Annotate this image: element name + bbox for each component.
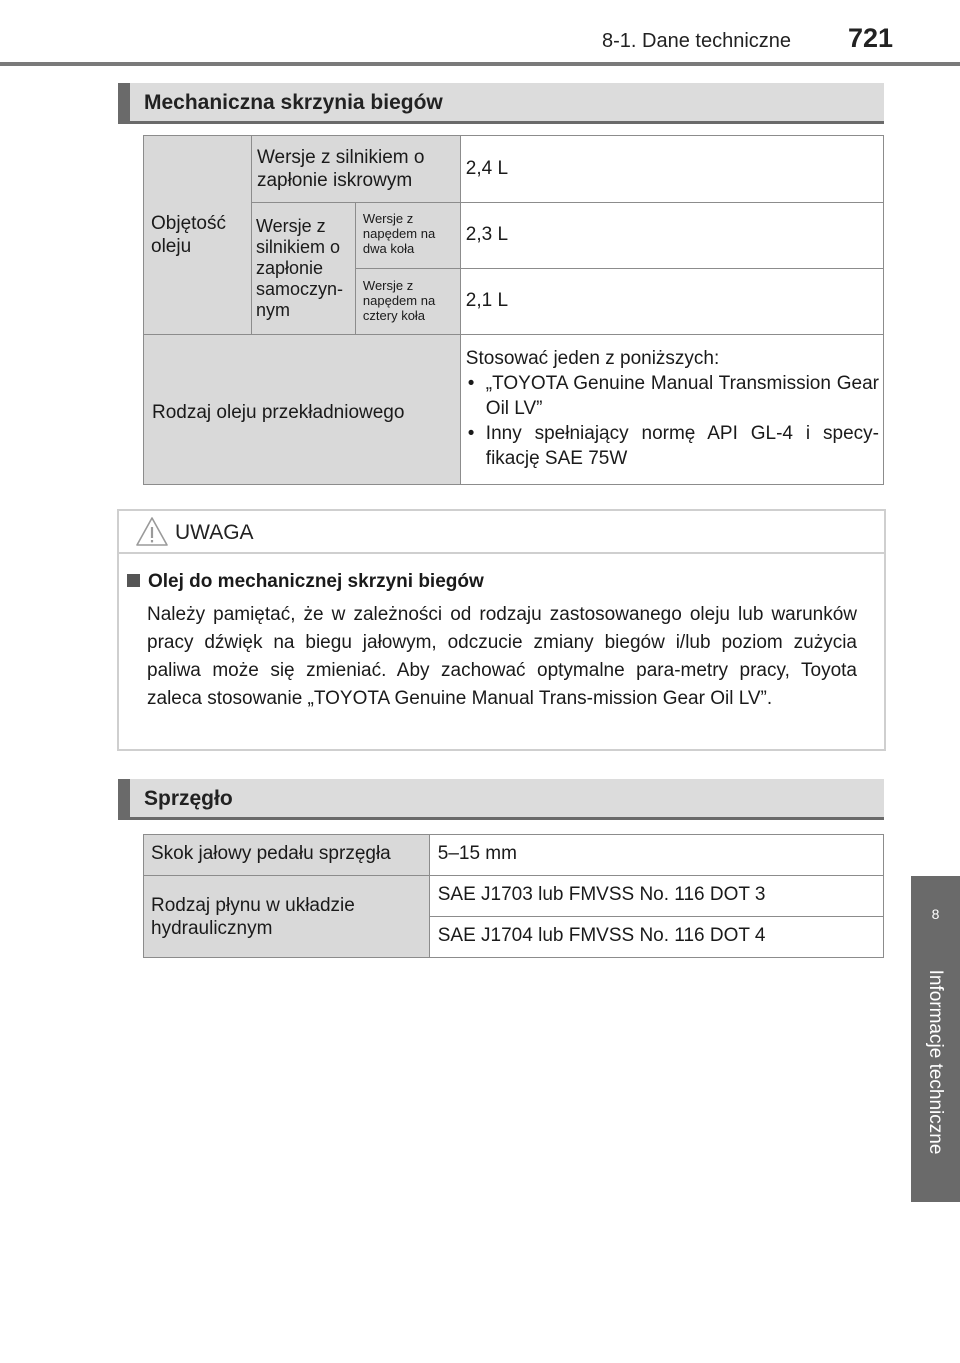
- two-wheel-value-cell: [460, 203, 883, 269]
- warning-subtitle: [127, 571, 484, 593]
- heading-bar: [118, 779, 130, 817]
- spark-ignition-label: Wersje z silnikiem o zapłonie iskrowym: [256, 147, 425, 191]
- chapter-number: 8: [931, 906, 940, 922]
- chapter-tab[interactable]: [911, 876, 960, 1202]
- fluid-type-value: SAE J1704 lub FMVSS No. 116 DOT 4: [437, 925, 766, 946]
- page-number: 721: [848, 23, 894, 53]
- oil-capacity-label: Objętość oleju: [151, 213, 226, 257]
- spark-ignition-value-cell: [460, 136, 883, 203]
- manual-transmission-table: [143, 135, 884, 485]
- oil-type-label-cell: [144, 335, 461, 485]
- free-play-label-cell: [144, 835, 430, 876]
- spark-ignition-label-cell: [251, 136, 460, 203]
- self-ignition-label-cell: [251, 203, 355, 335]
- oil-capacity-label-cell: [144, 136, 252, 335]
- oil-type-value-cell: [460, 335, 883, 485]
- chapter-title: Informacje techniczne: [925, 969, 946, 1155]
- oil-type-intro: Stosować jeden z poniższych:: [465, 348, 720, 369]
- free-play-value: 5–15 mm: [437, 843, 517, 864]
- warning-header: [119, 511, 884, 554]
- clutch-heading: [118, 779, 884, 817]
- fluid-type-label-cell: [144, 876, 430, 958]
- four-wheel-label: Wersje z napędem na cztery koła: [362, 278, 436, 323]
- free-play-label: Skok jałowy pedału sprzęgła: [151, 843, 391, 864]
- clutch-heading-text: Sprzęgło: [144, 787, 233, 810]
- fluid-type-value-cell: [429, 917, 883, 958]
- fluid-type-value: SAE J1703 lub FMVSS No. 116 DOT 3: [437, 884, 766, 905]
- heading-bar: [118, 83, 130, 121]
- fluid-type-label: Rodzaj płynu w układzie hydraulicznym: [151, 894, 355, 939]
- section-title: 8-1. Dane techniczne: [602, 30, 792, 52]
- table-row: [144, 335, 884, 485]
- warning-body: Należy pamiętać, że w zależności od rodzaju zastosowanego oleju lub warunków pracy dźwięk na biegu jałowym, odczucie zmiany biegów i/lub poziom zużycia paliwa może się zmieniać. Aby zachować optymalne para-metry pracy, Toyota zaleca stosowanie „TOYOTA Genuine Manual Trans-mission Gear Oil LV”.: [147, 604, 857, 709]
- self-ignition-label: Wersje z silnikiem o zapłonie samoczyn-nym: [255, 216, 343, 320]
- warning-subtitle-text: Olej do mechanicznej skrzyni biegów: [148, 571, 484, 592]
- heading-underline: [118, 121, 884, 124]
- spark-ignition-value: 2,4 L: [465, 157, 509, 179]
- manual-transmission-heading-text: Mechaniczna skrzynia biegów: [144, 91, 443, 114]
- four-wheel-label-cell: [355, 269, 460, 335]
- heading-underline: [118, 817, 884, 820]
- table-row: [144, 835, 884, 876]
- warning-triangle-icon: [135, 516, 169, 548]
- free-play-value-cell: [429, 835, 883, 876]
- manual-transmission-heading: [118, 83, 884, 121]
- list-item: • „TOYOTA Genuine Manual Transmission Gear Oil LV”: [466, 371, 879, 421]
- oil-type-label: Rodzaj oleju przekładniowego: [152, 402, 405, 423]
- fluid-type-value-cell: [429, 876, 883, 917]
- four-wheel-value-cell: [460, 269, 883, 335]
- table-row: [144, 203, 884, 269]
- header-rule: [0, 62, 960, 66]
- warning-title: UWAGA: [175, 521, 254, 544]
- four-wheel-value: 2,1 L: [465, 290, 509, 311]
- table-row: [144, 136, 884, 203]
- oil-type-list: [461, 340, 883, 479]
- two-wheel-label: Wersje z napędem na dwa koła: [362, 211, 436, 256]
- square-bullet-icon: [127, 574, 140, 587]
- two-wheel-value: 2,3 L: [465, 224, 509, 245]
- table-row: [144, 876, 884, 917]
- clutch-table: [143, 834, 884, 958]
- two-wheel-label-cell: [355, 203, 460, 269]
- list-item: • Inny spełniający normę API GL-4 i specy-fikację SAE 75W: [466, 421, 879, 471]
- warning-box: [117, 509, 886, 751]
